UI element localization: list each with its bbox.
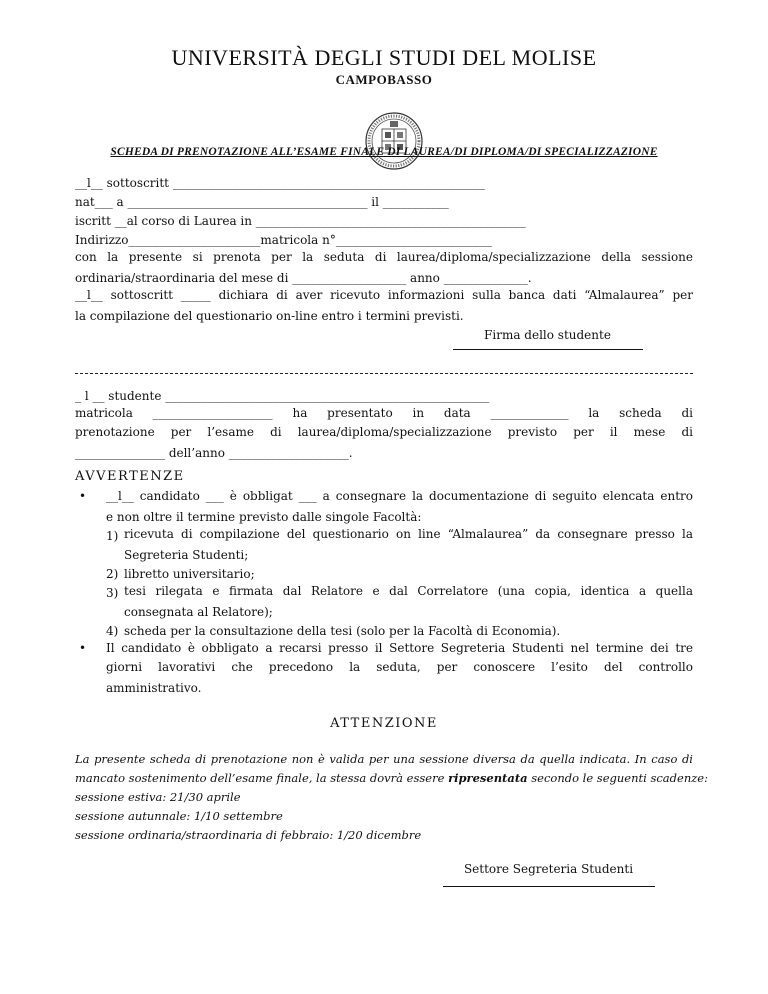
- form-line-questionnaire: la compilazione del questionario on-line entro i termini previsti.: [75, 309, 464, 323]
- office-signature-line: [443, 886, 655, 887]
- list-item-1-line1: ricevuta di compilazione del questionario on line “Almalaurea” da consegnare presso la: [124, 527, 693, 541]
- avvertenze-item-2-line3: amministrativo.: [106, 681, 202, 695]
- form-line-month: ordinaria/straordinaria del mese di ___________________ anno ______________.: [75, 271, 532, 285]
- university-title: UNIVERSITÀ DEGLI STUDI DEL MOLISE: [171, 45, 597, 70]
- list-item-1-line2: Segreteria Studenti;: [124, 548, 249, 562]
- form-line-almalaurea: __l__ sottoscritt _____ dichiara di aver ricevuto informazioni sulla banca dati “Almalaurea” per: [75, 288, 693, 302]
- form-line-name: __l__ sottoscritt ____________________________________________________: [75, 176, 485, 190]
- signature-label: Firma dello studente: [484, 328, 611, 342]
- list-number: 2): [106, 567, 119, 581]
- deadline-summer: sessione estiva: 21/30 aprile: [75, 790, 241, 804]
- attenzione-text: secondo le seguenti scadenze:: [527, 771, 708, 785]
- bullet-icon: •: [79, 641, 87, 655]
- avvertenze-item-2-line2: giorni lavorativi che precedono la seduta, per conoscere l’esito del controllo: [106, 660, 693, 674]
- city-subtitle: CAMPOBASSO: [335, 72, 433, 87]
- list-item-4: scheda per la consultazione della tesi (solo per la Facoltà di Economia).: [124, 624, 561, 638]
- avvertenze-item-2-line1: Il candidato è obbligato a recarsi presso il Settore Segreteria Studenti nel termine dei tre: [106, 641, 693, 655]
- list-item-3-line1: tesi rilegata e firmata dal Relatore e dal Correlatore (una copia, identica a quella: [124, 584, 693, 598]
- form-line-course: iscritt __al corso di Laurea in _____________________________________________: [75, 214, 526, 228]
- office-label: Settore Segreteria Studenti: [463, 862, 634, 876]
- list-item-2: libretto universitario;: [124, 567, 255, 581]
- avvertenze-item-1-line2: e non oltre il termine previsto dalle singole Facoltà:: [106, 510, 422, 524]
- receipt-line-student: _ l __ studente ______________________________________________________: [75, 389, 490, 403]
- list-number: 3): [106, 586, 119, 600]
- ripresentata-emphasis: ripresentata: [448, 771, 528, 785]
- list-item-3-line2: consegnata al Relatore);: [124, 605, 273, 619]
- cut-separator: [75, 373, 693, 374]
- bullet-icon: •: [79, 489, 87, 503]
- avvertenze-item-1-line1: __l__ candidato ___ è obbligat ___ a consegnare la documentazione di seguito elencata entro: [106, 489, 693, 503]
- form-line-address: Indirizzo______________________matricola n°__________________________: [75, 233, 492, 247]
- form-line-session: con la presente si prenota per la seduta di laurea/diploma/specializzazione della sessione: [75, 250, 693, 264]
- form-line-birth: nat___ a ________________________________________ il ___________: [75, 195, 449, 209]
- university-seal-icon: [354, 92, 414, 152]
- attenzione-heading: ATTENZIONE: [330, 716, 438, 731]
- deadline-autumn: sessione autunnale: 1/10 settembre: [75, 809, 283, 823]
- form-title: SCHEDA DI PRENOTAZIONE ALL’ESAME FINALE DI LAUREA/DI DIPLOMA/DI SPECIALIZZAZIONE: [110, 146, 658, 158]
- list-number: 4): [106, 624, 119, 638]
- receipt-line-exam: prenotazione per l’esame di laurea/diploma/specializzazione previsto per il mese di: [75, 425, 693, 439]
- attenzione-text: mancato sostenimento dell’esame finale, la stessa dovrà essere: [75, 771, 449, 785]
- avvertenze-heading: AVVERTENZE: [75, 469, 185, 484]
- receipt-line-year: _______________ dell’anno ____________________.: [75, 446, 353, 460]
- signature-line: [453, 349, 643, 350]
- deadline-february: sessione ordinaria/straordinaria di febbraio: 1/20 dicembre: [75, 828, 422, 842]
- attenzione-paragraph-line1: La presente scheda di prenotazione non è valida per una sessione diversa da quella indicata. In caso di: [75, 752, 693, 766]
- attenzione-paragraph-line2: [75, 771, 708, 785]
- receipt-line-matricola: matricola ____________________ ha presentato in data _____________ la scheda di: [75, 406, 693, 420]
- list-number: 1): [106, 529, 119, 543]
